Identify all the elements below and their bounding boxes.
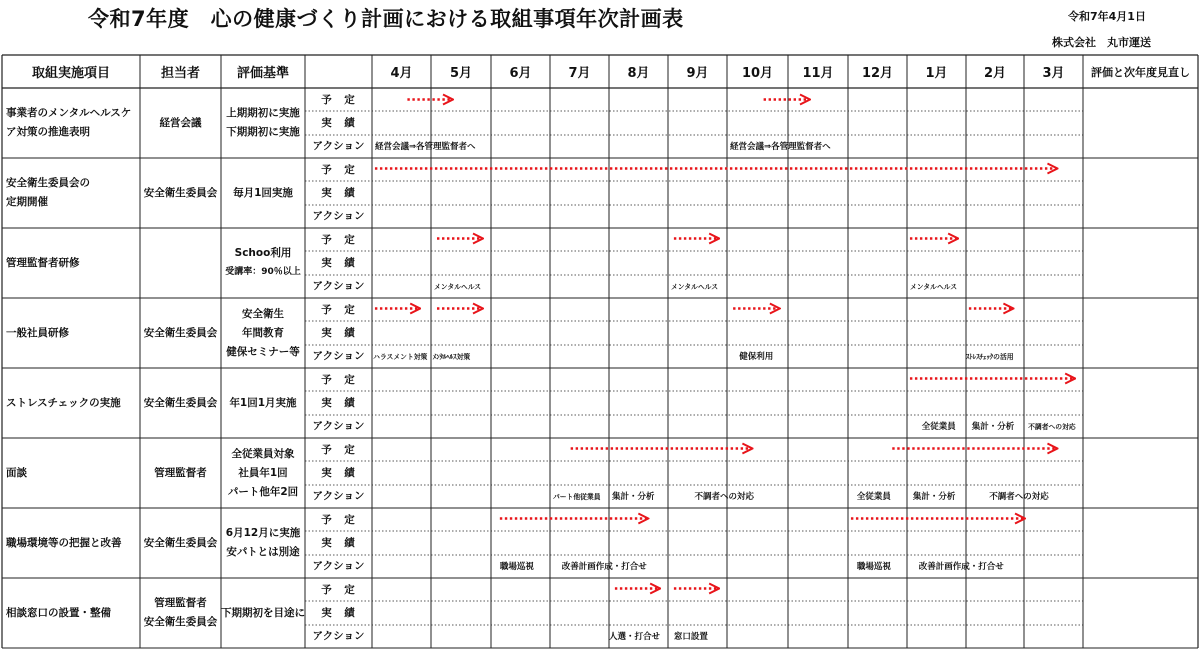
owner-cell — [140, 368, 221, 438]
item-cell-line: 面談 — [6, 466, 27, 479]
subrow-label-result: 実 績 — [321, 257, 356, 269]
header-criteria: 評価基準 — [236, 66, 289, 81]
owner-cell — [140, 438, 221, 508]
subrow-label-plan: 予 定 — [321, 94, 356, 106]
action-text: メンタルヘルス — [909, 282, 958, 291]
item-cell-line: 定期開催 — [6, 196, 48, 208]
action-text: ｽﾄﾚｽﾁｪｯｸの活用 — [966, 352, 1014, 361]
subrow-label-plan: 予 定 — [321, 444, 356, 456]
action-text: 集計・分析 — [971, 421, 1015, 432]
criteria-cell-line: 全従業員対象 — [231, 447, 295, 460]
item-cell-line: ア対策の推進表明 — [6, 126, 90, 138]
document-date: 令和7年4月1日 — [1068, 10, 1146, 23]
action-text: 経営会議⇒各管理監督者へ — [374, 141, 476, 152]
action-text: 職場巡視 — [499, 561, 534, 572]
subrow-label-result: 実 績 — [321, 117, 356, 129]
header-month: 12月 — [861, 66, 894, 81]
action-text: メンタルヘルス — [434, 282, 482, 291]
criteria-cell — [221, 228, 305, 298]
criteria-cell-line: Schoo利用 — [234, 247, 292, 259]
company-name: 株式会社 丸市運送 — [1052, 36, 1151, 49]
subrow-label-action: アクション — [312, 420, 365, 432]
action-text: 集計・分析 — [912, 491, 956, 502]
subrow-label-action: アクション — [312, 140, 365, 152]
item-cell-line: 職場環境等の把握と改善 — [6, 536, 122, 549]
action-text: 集計・分析 — [611, 491, 655, 502]
action-text: ﾒﾝﾀﾙﾍﾙｽ対策 — [432, 352, 471, 361]
subrow-label-plan: 予 定 — [321, 234, 356, 246]
action-text: 不調者への対応 — [1028, 422, 1076, 431]
action-text: 健保利用 — [739, 351, 774, 362]
header-review: 評価と次年度見直し — [1091, 65, 1190, 79]
item-cell-line: 事業者のメンタルヘルスケ — [6, 107, 132, 119]
subrow-label-plan: 予 定 — [321, 374, 356, 386]
owner-cell — [140, 508, 221, 578]
item-cell-line: ストレスチェックの実施 — [6, 396, 121, 409]
subrow-label-action: アクション — [312, 350, 365, 362]
criteria-cell-line: 上期期初に実施 — [226, 107, 300, 119]
criteria-cell — [221, 578, 305, 648]
subrow-label-result: 実 績 — [321, 187, 356, 199]
subrow-label-result: 実 績 — [321, 607, 356, 619]
item-cell — [2, 158, 140, 228]
criteria-cell-line: 年1回1月実施 — [229, 396, 297, 409]
criteria-cell — [221, 368, 305, 438]
subrow-label-result: 実 績 — [321, 327, 356, 339]
owner-cell — [140, 228, 221, 298]
item-cell-line: 安全衛生委員会の — [6, 177, 90, 189]
header-item: 取組実施項目 — [31, 66, 110, 81]
criteria-cell-line: 安全衛生 — [242, 307, 284, 320]
item-cell-line: 一般社員研修 — [6, 326, 69, 339]
action-text: 窓口設置 — [673, 631, 708, 642]
subrow-label-action: アクション — [312, 560, 365, 572]
action-text: 改善計画作成・打合せ — [561, 561, 647, 572]
action-text: 人選・打合せ — [609, 631, 661, 642]
owner-cell-line: 安全衛生委員会 — [143, 616, 218, 628]
criteria-cell — [221, 88, 305, 158]
criteria-cell-line: 毎月1回実施 — [233, 186, 293, 199]
header-month: 4月 — [390, 66, 413, 81]
criteria-cell-line: 安パトとは別途 — [226, 546, 300, 558]
header-month: 10月 — [741, 66, 774, 81]
subrow-label-action: アクション — [312, 630, 365, 642]
owner-cell-line: 安全衛生委員会 — [143, 186, 218, 199]
criteria-cell — [221, 438, 305, 508]
action-text: 不調者への対応 — [989, 491, 1049, 502]
action-text: メンタルヘルス — [670, 282, 719, 291]
criteria-cell — [221, 508, 305, 578]
owner-cell-line: 管理監督者 — [154, 466, 207, 479]
item-cell — [2, 368, 140, 438]
item-cell — [2, 228, 140, 298]
subrow-label-action: アクション — [312, 280, 365, 292]
criteria-cell-line: 下期期初を目途に — [221, 606, 305, 619]
subrow-label-plan: 予 定 — [321, 514, 356, 526]
item-cell — [2, 578, 140, 648]
header-month: 5月 — [449, 66, 473, 81]
action-text: 不調者への対応 — [694, 491, 755, 502]
action-text: 全従業員 — [856, 491, 891, 502]
criteria-cell-line: 健保セミナー等 — [226, 345, 300, 358]
subrow-label-plan: 予 定 — [321, 304, 356, 316]
action-text: パート他従業員 — [552, 492, 601, 501]
action-text: 全従業員 — [921, 421, 956, 432]
criteria-cell — [221, 158, 305, 228]
subrow-label-plan: 予 定 — [321, 584, 356, 596]
criteria-cell — [221, 298, 305, 368]
action-text: 経営会議⇒各管理監督者へ — [730, 141, 831, 152]
subrow-label-result: 実 績 — [321, 537, 356, 549]
criteria-cell-line: パート他年2回 — [227, 485, 299, 498]
owner-cell-line: 安全衛生委員会 — [143, 326, 218, 339]
header-month: 6月 — [509, 66, 532, 81]
header-month: 7月 — [568, 66, 591, 81]
item-cell — [2, 508, 140, 578]
document-title: 令和7年度 心の健康づくり計画における取組事項年次計画表 — [88, 7, 684, 31]
subrow-label-result: 実 績 — [321, 397, 356, 409]
item-cell-line: 管理監督者研修 — [6, 256, 80, 269]
owner-cell — [140, 578, 221, 648]
item-cell — [2, 298, 140, 368]
criteria-cell-line: 年間教育 — [242, 326, 284, 339]
subrow-label-action: アクション — [312, 210, 365, 222]
item-cell-line: 相談窓口の設置・整備 — [6, 606, 111, 619]
owner-cell-line: 管理監督者 — [154, 597, 207, 609]
owner-cell — [140, 88, 221, 158]
subrow-label-plan: 予 定 — [321, 164, 356, 176]
header-month: 3月 — [1042, 66, 1065, 81]
item-cell — [2, 438, 140, 508]
criteria-cell-line: 6月12月に実施 — [225, 527, 301, 539]
owner-cell-line: 安全衛生委員会 — [143, 536, 218, 549]
owner-cell-line: 経営会議 — [159, 116, 202, 129]
action-text: 職場巡視 — [856, 561, 891, 572]
owner-cell — [140, 298, 221, 368]
subrow-label-action: アクション — [312, 490, 365, 502]
header-month: 11月 — [802, 66, 834, 81]
header-month: 2月 — [983, 66, 1007, 81]
criteria-cell-line: 社員年1回 — [238, 466, 288, 479]
header-month: 8月 — [627, 66, 650, 81]
criteria-cell-line: 下期期初に実施 — [226, 126, 300, 138]
header-owner: 担当者 — [160, 66, 200, 81]
owner-cell-line: 安全衛生委員会 — [143, 396, 218, 409]
header-month: 1月 — [925, 66, 948, 81]
subrow-label-result: 実 績 — [321, 467, 356, 479]
header-month: 9月 — [686, 66, 709, 81]
criteria-cell-line: 受講率：90％以上 — [225, 267, 301, 277]
action-text: ハラスメント対策 — [373, 352, 428, 361]
item-cell — [2, 88, 140, 158]
action-text: 改善計画作成・打合せ — [918, 561, 1004, 572]
owner-cell — [140, 158, 221, 228]
